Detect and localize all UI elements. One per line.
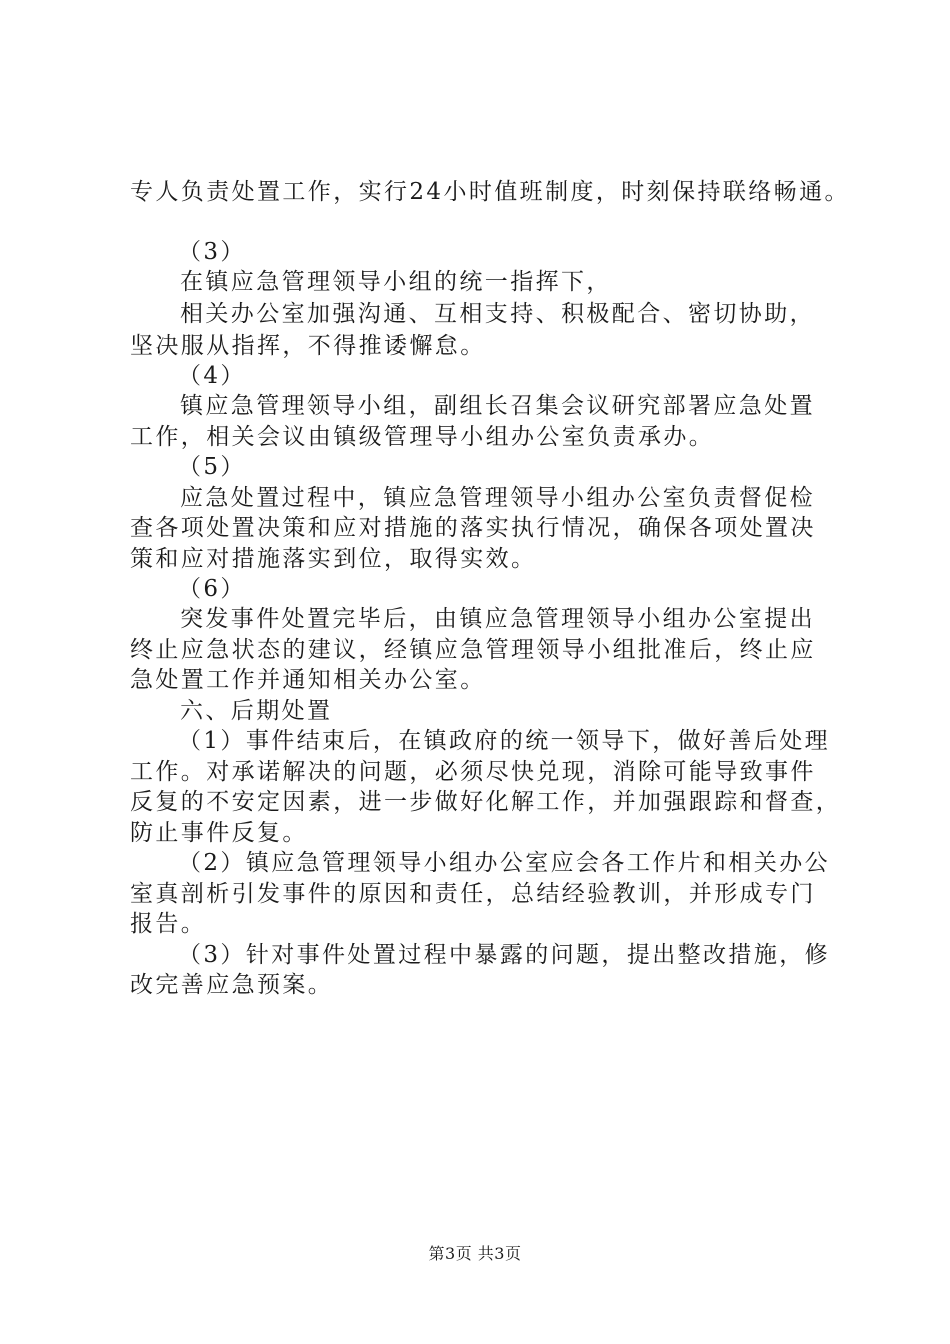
text-line: 专人负责处置工作，实行24小时值班制度，时刻保持联络畅通。 (130, 179, 850, 205)
text-line: （4） (178, 363, 246, 389)
text-line: 工作，相关会议由镇级管理导小组办公室负责承办。 (130, 424, 715, 450)
text-line: （3） (178, 239, 246, 265)
text-line: 反复的不安定因素，进一步做好化解工作，并加强跟踪和督查， (130, 789, 842, 815)
text-line: （3）针对事件处置过程中暴露的问题，提出整改措施，修 (178, 942, 831, 968)
text-line: 突发事件处置完毕后，由镇应急管理领导小组办公室提出 (180, 606, 815, 632)
page-number-footer: 第3页 共3页 (428, 1244, 522, 1263)
text-line: （6） (178, 576, 246, 602)
text-line: （1）事件结束后，在镇政府的统一领导下，做好善后处理 (178, 728, 831, 754)
text-line: 报告。 (130, 911, 207, 937)
text-line: 在镇应急管理领导小组的统一指挥下， (180, 269, 612, 295)
text-line: 应急处置过程中，镇应急管理领导小组办公室负责督促检 (180, 485, 815, 511)
text-line: （5） (178, 454, 246, 480)
text-line: 相关办公室加强沟通、互相支持、积极配合、密切协助， (180, 301, 815, 327)
text-line: 防止事件反复。 (130, 820, 308, 846)
text-line: 终止应急状态的建议，经镇应急管理领导小组批准后，终止应 (130, 637, 816, 663)
section-heading: 六、后期处置 (180, 698, 333, 724)
text-line: 坚决服从指挥，不得推诿懈怠。 (130, 333, 486, 359)
text-line: 室真剖析引发事件的原因和责任，总结经验教训，并形成专门 (130, 881, 816, 907)
text-line: 改完善应急预案。 (130, 972, 334, 998)
text-line: 工作。对承诺解决的问题，必须尽快兑现，消除可能导致事件 (130, 759, 816, 785)
text-line: 查各项处置决策和应对措施的落实执行情况，确保各项处置决 (130, 515, 816, 541)
text-line: 镇应急管理领导小组，副组长召集会议研究部署应急处置 (180, 393, 815, 419)
text-line: 急处置工作并通知相关办公室。 (130, 667, 486, 693)
text-line: （2）镇应急管理领导小组办公室应会各工作片和相关办公 (178, 850, 831, 876)
text-line: 策和应对措施落实到位，取得实效。 (130, 546, 537, 572)
